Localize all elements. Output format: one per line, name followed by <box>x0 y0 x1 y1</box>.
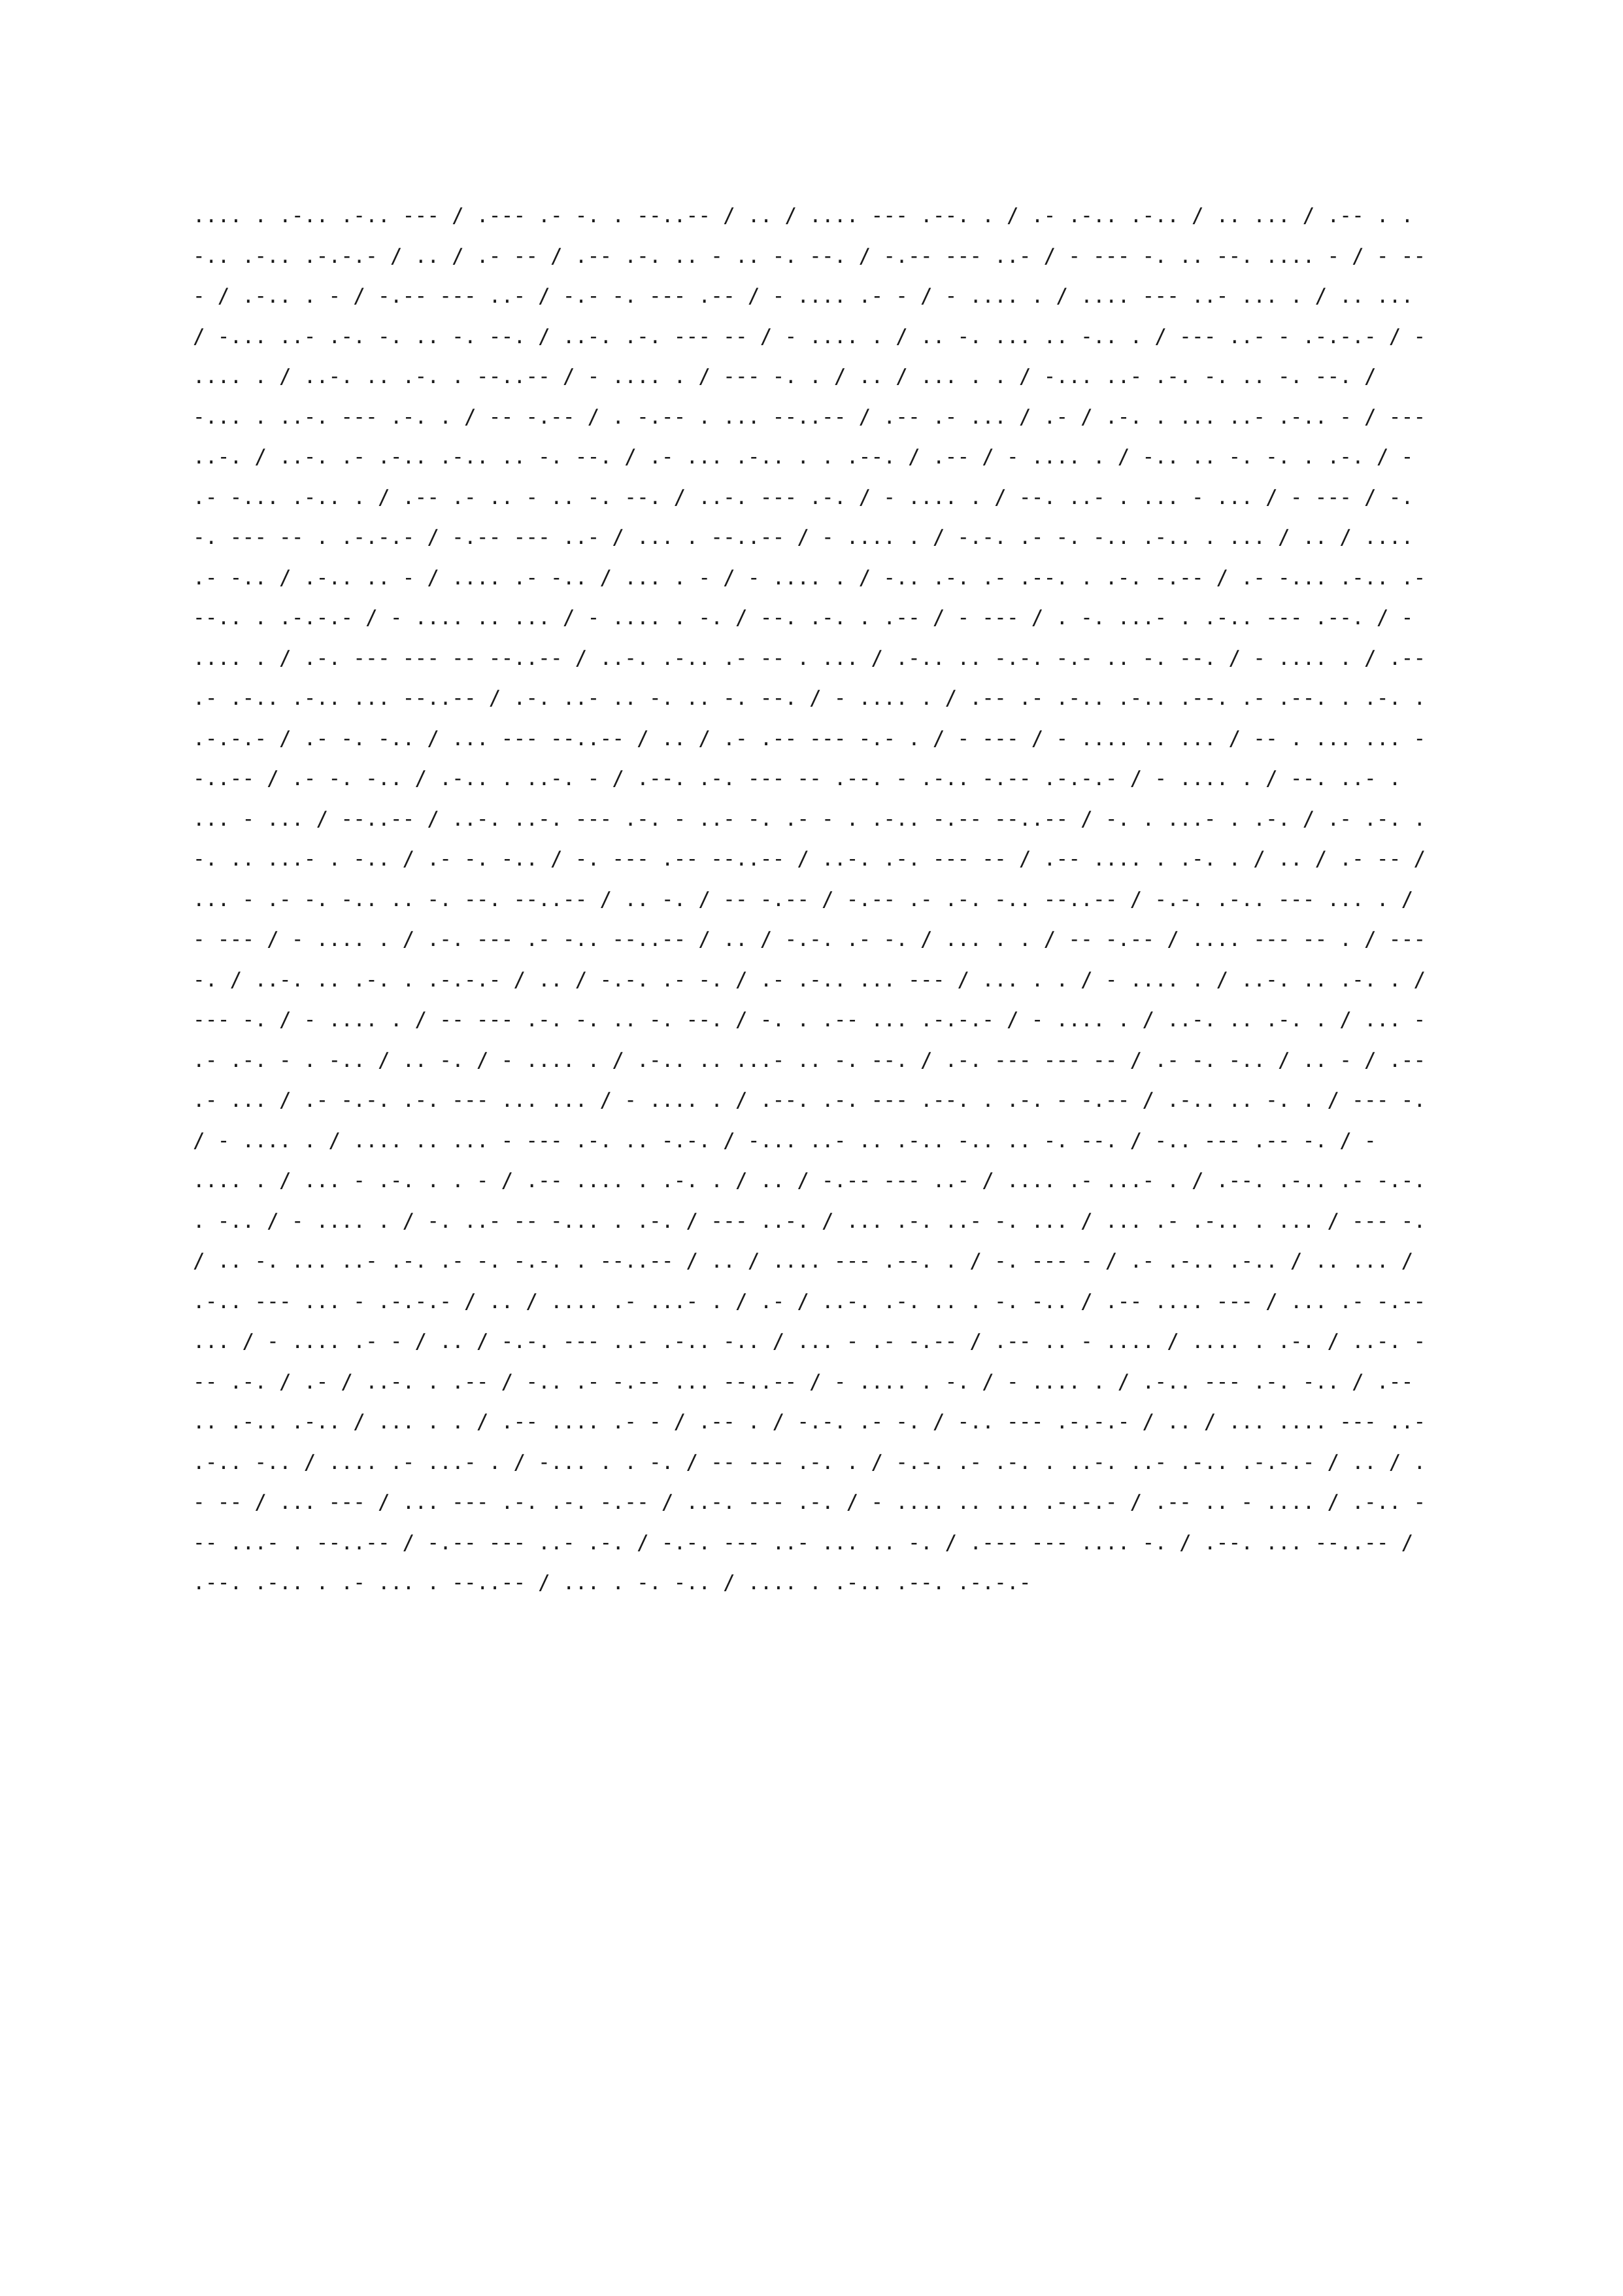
morse-code-text: .... . .-.. .-.. --- / .--- .- -. . --..-- / .. / .... --- .--. . / .- .-.. .-.. / .. ... / .-- . .-.. .-.. .-.-.- / .. / .- -- / .-- .-. .. - .. -. --. / -.-- --- ..- / - --- -. .. --. .... - / - --- / .-.. . - / -.-- --- ..- / -.- -. --- .-- / - .... .- - / - .... . / .... --- ..- ... . / .. ... / -... ..- .-. -. .. -. --. / ..-. .-. --- -- / - .... . / .. -. ... .. -.. . / --- ..- - .-.-.- / - .... . / ..-. .. .-. . --..-- / - .... . / --- -. . / .. / ... . . / -... ..- .-. -. .. -. --. / -... . ..-. --- .-. . / -- -.-- / . -.-- . ... --..-- / .-- .- ... / .- / .-. . ... ..- .-.. - / --- ..-. / ..-. .- .-.. .-.. .. -. --. / .- ... .-.. . . .--. / .-- / - .... . / -.. .. -. -. . .-. / - .- -... .-.. . / .-- .- .. - .. -. --. / ..-. --- .-. / - .... . / --. ..- . ... - ... / - --- / -.-. --- -- . .-.-.- / -.-- --- ..- / ... . --..-- / - .... . / -.-. .- -. -.. .-.. . ... / .. / .... .- -.. / .-.. .. - / .... .- -.. / ... . - / - .... . / -.. .-. .- .--. . .-. -.-- / .- -... .-.. .- --.. . .-.-.- / - .... .. ... / - .... . -. / --. .-. . .-- / - --- / . -. ...- . .-.. --- .--. / - .... . / .-. --- --- -- --..-- / ..-. .-.. .- -- . ... / .-.. .. -.-. -.- .. -. --. / - .... . / .-- .- .-.. .-.. ... --..-- / .-. ..- .. -. .. -. --. / - .... . / .-- .- .-.. .-.. .--. .- .--. . .-. . .-.-.- / .- -. -.. / ... --- --..-- / .. / .- .-- --- -.- . / - --- / - .... .. ... / -- . ... ... --..-- / .- -. -.. / .-.. . ..-. - / .--. .-. --- -- .--. - .-.. -.-- .-.-.- / - .... . / --. ..- . ... - ... / --..-- / ..-. ..-. --- .-. - ..- -. .- - . .-.. -.-- --..-- / -. . ...- . .-. / .- .-. .-. .. ...- . -.. / .- -. -.. / -. --- .-- --..-- / ..-. .-. --- -- / .-- .... . .-. . / .. / .- -- / ... - .- -. -.. .. -. --. --..-- / .. -. / -- -.-- / -.-- .- .-. -.. --..-- / -.-. .-.. --- ... . / - --- / - .... . / .-. --- .- -.. --..-- / .. / -.-. .- -. / ... . . / -- -.-- / .... --- -- . / --- -. / ..-. .. .-. . .-.-.- / .. / -.-. .- -. / .- .-.. ... --- / ... . . / - .... . / ..-. .. .-. . / --- -. / - .... . / -- --- .-. -. .. -. --. / -. . .-- ... .-.-.- / - .... . / ..-. .. .-. . / ... - .- .-. - . -.. / .. -. / - .... . / .-.. .. ...- .. -. --. / .-. --- --- -- / .- -. -.. / .. - / .-- .- ... / .- -.-. .-. --- ... ... / - .... . / .--. .-. --- .--. . .-. - -.-- / .-.. .. -. . / --- -. / - .... . / .... .. ... - --- .-. .. -.-. / -... ..- .. .-.. -.. .. -. --. / -.. --- .-- -. / - .... . / ... - .-. . . - / .-- .... . .-. . / .. / -.-- --- ..- / .... .- ...- . / .--. .-.. .- -.-. . -.. / - .... . / -. ..- -- -... . .-. / --- ..-. / ... .-. ..- -. ... / ... .- .-.. . ... / --- -. / .. -. ... ..- .-. .- -. -.-. . --..-- / .. / .... --- .--. . / -. --- - / .- .-.. .-.. / .. ... / .-.. --- ... - .-.-.- / .. / .... .- ...- . / .- / ..-. .-. .. . -. -.. / .-- .... --- / ... .- -.-- ... / - .... .- - / .. / -.-. --- ..- .-.. -.. / ... - .- -.-- / .-- .. - .... / .... . .-. / ..-. --- .-. / .- / ..-. . .-- / -.. .- -.-- ... --..-- / - .... . -. / - .... . / .-.. --- .-. -.. / .-- .. .-.. .-.. / ... . . / .-- .... .- - / .-- . / -.-. .- -. / -.. --- .-.-.- / .. / ... .... --- ..- .-.. -.. / .... .- ...- . / -... . . -. / -- --- .-. . / -.-. .- .-. . ..-. ..- .-.. .-.-.- / .. / .- -- / ... --- / ... --- .-. .-. -.-- / ..-. --- .-. / - .... .. ... .-.-.- / .-- .. - .... / .-.. --- ...- . --..-- / -.-- --- ..- .-. / -.-. --- ..- ... .. -. / .--- --- .... -. / .--. ... --..-- / .--. .-.. . .- ... . --..-- / ... . -. -.. / .... . .-.. .--. .-.-.- <box>193 204 1426 1595</box>
